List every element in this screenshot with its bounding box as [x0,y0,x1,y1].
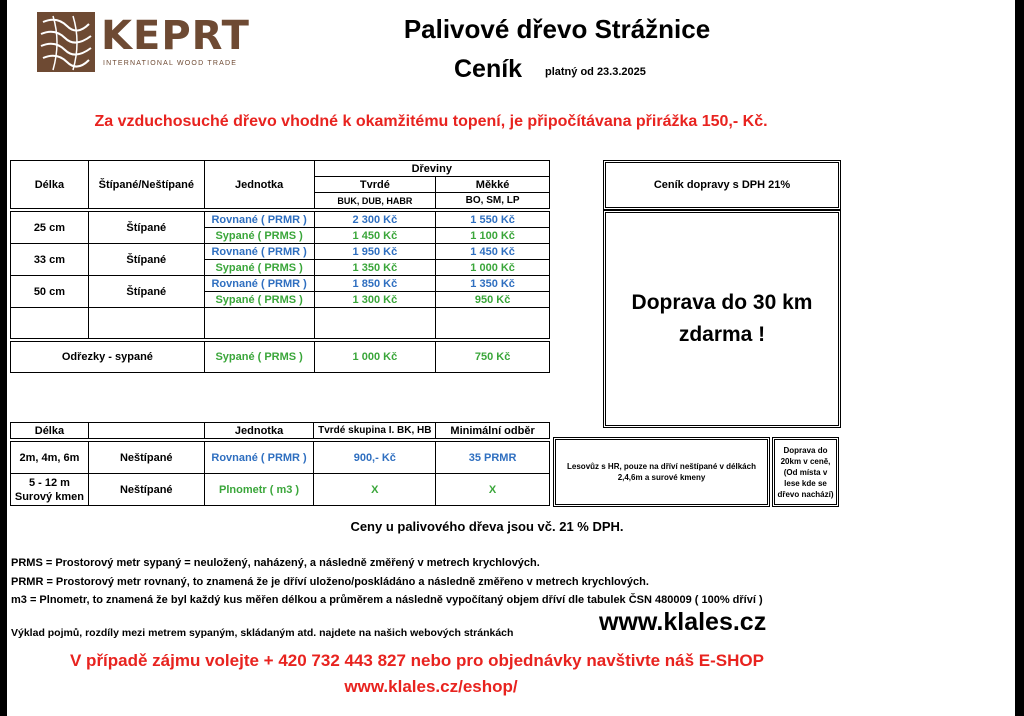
table-row [11,244,550,260]
row-unit: Plnometr ( m3 ) [204,474,314,506]
header-length: Délka [11,423,89,439]
header-split: Štípané/Neštípané [88,161,204,209]
table-row [11,276,550,292]
header-unit: Jednotka [204,161,314,209]
table-row [11,442,550,474]
logs-transport-note: Doprava do 20km v ceně, (Od místa v lese kde se dřevo nachází) [772,437,839,507]
transport-line-1: Doprava do 30 km [631,291,813,314]
unit-stacked: Rovnané ( PRMR ) [204,212,314,228]
page-title: Palivové dřevo Strážnice [403,14,711,44]
header-species: Dřeviny [314,161,549,177]
row-length: 2m, 4m, 6m [11,442,89,474]
price-hard: 1 450 Kč [314,228,436,244]
legend-m3: m3 = Plnometr, to znamená že byl každý kus měřen délkou a průměrem a následně vypočítaný objem dříví dle tabulek ČSN 480009 ( 100% dříví ) [11,594,763,606]
page-subtitle: Ceník [454,55,523,83]
header-min-order: Minimální odběr [436,423,550,439]
offcuts-label: Odřezky - sypané [11,342,205,373]
row-price: X [314,474,436,506]
unit-stacked: Rovnané ( PRMR ) [204,244,314,260]
unit-stacked: Rovnané ( PRMR ) [204,276,314,292]
legend-prms: PRMS = Prostorový metr sypaný = neuložený, naházený, a následně změřený v metrech krychlových. [11,557,540,569]
unit-loose: Sypané ( PRMS ) [204,342,314,373]
unit-loose: Sypané ( PRMS ) [204,260,314,276]
website-link[interactable]: www.klales.cz [599,608,767,636]
transport-line-2: zdarma ! [678,323,766,346]
transport-heading: Ceník dopravy s DPH 21% [603,160,841,210]
header-unit: Jednotka [204,423,314,439]
table-row-offcuts [11,342,550,373]
logo-name: KEPRT [101,13,250,59]
row-length: 50 cm [11,276,89,308]
row-min-order: 35 PRMR [436,442,550,474]
price-hard: 2 300 Kč [314,212,436,228]
row-length-line-2: Surový kmen [14,490,84,503]
price-soft: 1 350 Kč [436,276,550,292]
logging-truck-note: Lesovůz s HR, pouze na dříví neštípané v délkách 2,4,6m a surové kmeny [553,437,770,507]
header-hard: Tvrdé [314,177,436,193]
unit-loose: Sypané ( PRMS ) [204,228,314,244]
eshop-link[interactable]: www.klales.cz/eshop/ [344,677,518,696]
legend-prmr: PRMR = Prostorový metr rovnaný, to znamená že je dříví uloženo/poskládáno a následně změřeno v metrech krychlových. [11,576,649,588]
header-length: Délka [11,161,89,209]
valid-from: platný od 23.3.2025 [545,66,646,78]
price-soft: 1 450 Kč [436,244,550,260]
header-hard-types: BUK, DUB, HABR [314,193,436,209]
price-hard: 1 000 Kč [314,342,436,373]
row-min-order: X [436,474,550,506]
logs-price-table [10,422,550,506]
price-soft: 1 000 Kč [436,260,550,276]
table-row [11,212,550,228]
legend-more: Výklad pojmů, rozdíly mezi metrem sypaným, skládaným atd. najdete na našich webových stránkách [11,627,514,639]
row-length: 25 cm [11,212,89,244]
price-soft: 1 550 Kč [436,212,550,228]
transport-offer [603,210,841,428]
price-soft: 950 Kč [436,292,550,308]
price-soft: 750 Kč [436,342,550,373]
contact-line: V případě zájmu volejte + 420 732 443 827 nebo pro objednávky navštivte náš E-SHOP [70,651,764,670]
row-price: 900,- Kč [314,442,436,474]
price-hard: 1 350 Kč [314,260,436,276]
row-split: Štípané [88,212,204,244]
row-length [11,474,89,506]
surcharge-notice: Za vzduchosuché dřevo vhodné k okamžitému topení, je připočítávana přirážka 150,- Kč. [94,113,768,130]
vat-note: Ceny u palivového dřeva jsou vč. 21 % DPH. [350,519,624,534]
price-soft: 1 100 Kč [436,228,550,244]
table-row [11,474,550,506]
row-split: Štípané [88,276,204,308]
price-hard: 1 300 Kč [314,292,436,308]
logo-tagline: INTERNATIONAL WOOD TRADE [103,60,238,67]
row-split: Štípané [88,244,204,276]
header-soft: Měkké [436,177,550,193]
header-hard-group: Tvrdé skupina I. BK, HB [314,423,436,439]
empty-row [11,308,550,339]
row-unit: Rovnané ( PRMR ) [204,442,314,474]
header-soft-types: BO, SM, LP [436,193,550,209]
row-length-line-1: 5 - 12 m [28,476,70,489]
row-split: Neštípané [88,442,204,474]
unit-loose: Sypané ( PRMS ) [204,292,314,308]
price-hard: 1 850 Kč [314,276,436,292]
price-hard: 1 950 Kč [314,244,436,260]
row-split: Neštípané [88,474,204,506]
firewood-price-table [10,160,550,373]
price-list-page [7,0,1015,716]
row-length: 33 cm [11,244,89,276]
